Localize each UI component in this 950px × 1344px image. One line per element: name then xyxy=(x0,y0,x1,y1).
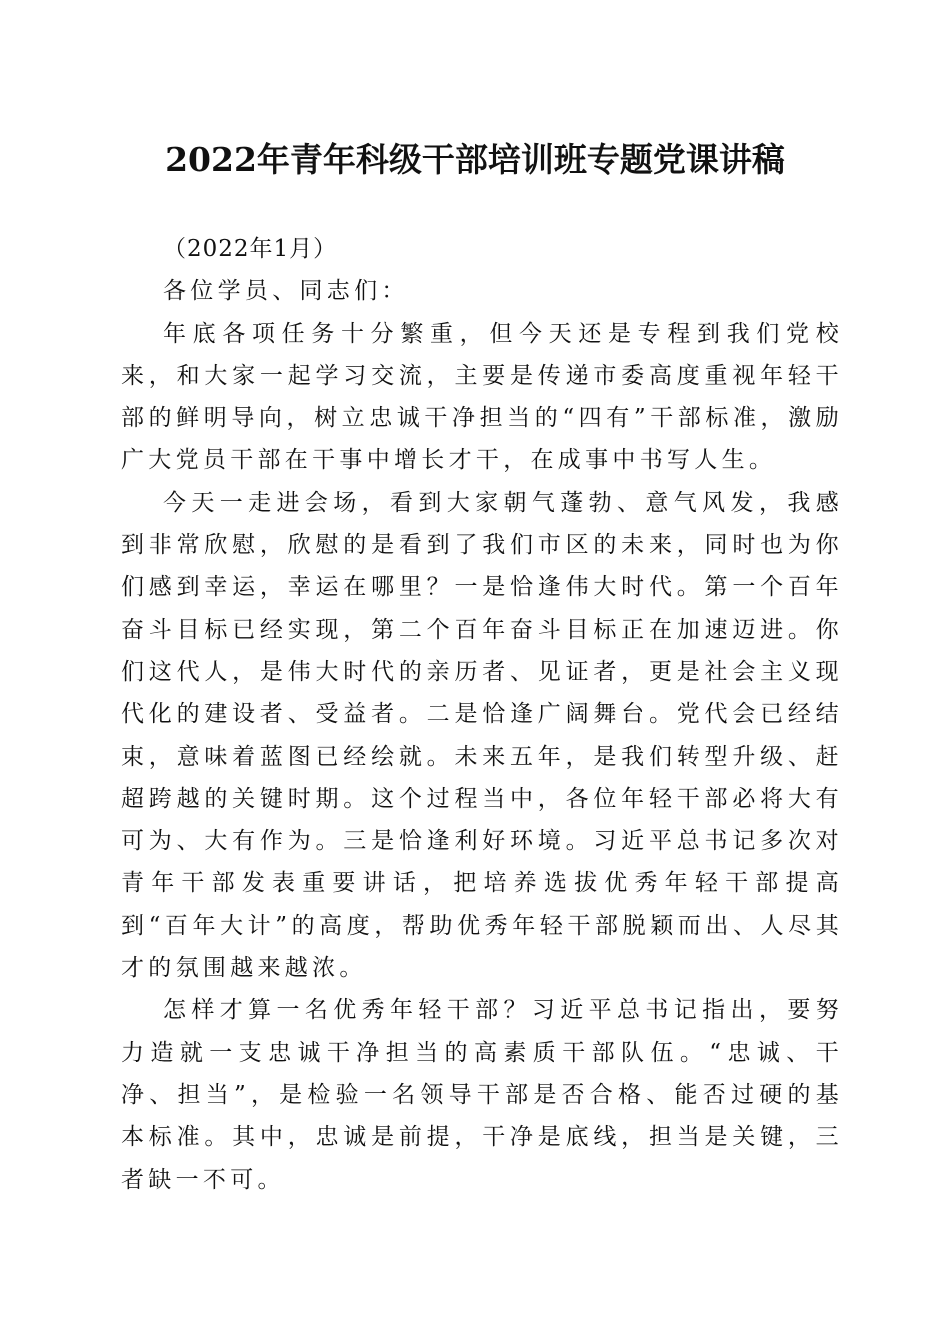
paragraph: 怎样才算一名优秀年轻干部？习近平总书记指出，要努力造就一支忠诚干净担当的高素质干部队伍。“忠诚、干净、担当”，是检验一名领导干部是否合格、能否过硬的基本标准。其中，忠诚是前提，干净是底线，担当是关键，三者缺一不可。 xyxy=(121,997,843,1193)
document-body xyxy=(121,228,843,1201)
document-title: 2022年青年科级干部培训班专题党课讲稿 xyxy=(165,140,785,179)
salutation: 各位学员、同志们： xyxy=(163,278,409,305)
document-date: （2022年1月） xyxy=(163,236,338,262)
paragraph: 年底各项任务十分繁重，但今天还是专程到我们党校来，和大家一起学习交流，主要是传递市委高度重视年轻干部的鲜明导向，树立忠诚干净担当的“四有”干部标准，激励广大党员干部在干事中增长才干，在成事中书写人生。 xyxy=(121,320,843,474)
paragraph: 今天一走进会场，看到大家朝气蓬勃、意气风发，我感到非常欣慰，欣慰的是看到了我们市区的未来，同时也为你们感到幸运，幸运在哪里？一是恰逢伟大时代。第一个百年奋斗目标已经实现，第二个百年奋斗目标正在加速迈进。你们这代人，是伟大时代的亲历者、见证者，更是社会主义现代化的建设者、受益者。二是恰逢广阔舞台。党代会已经结束，意味着蓝图已经绘就。未来五年，是我们转型升级、赶超跨越的关键时期。这个过程当中，各位年轻干部必将大有可为、大有作为。三是恰逢利好环境。习近平总书记多次对青年干部发表重要讲话，把培养选拔优秀年轻干部提高到“百年大计”的高度，帮助优秀年轻干部脱颖而出、人尽其才的氛围越来越浓。 xyxy=(121,489,843,982)
